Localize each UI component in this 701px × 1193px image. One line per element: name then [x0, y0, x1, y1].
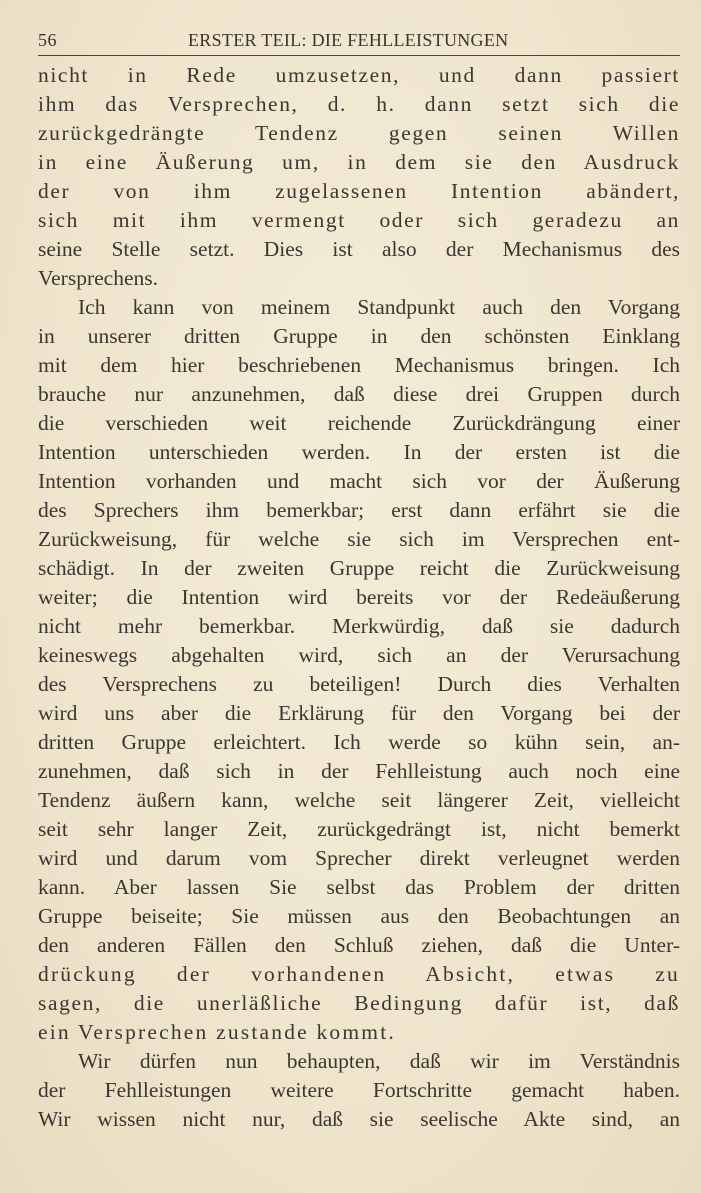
text-line: ein Versprechen zustande kommt. [38, 1020, 396, 1044]
text-line: drückung der vorhandenen Absicht, etwas zu [38, 962, 680, 986]
text-line: in unserer dritten Gruppe in den schönsten Einklang [38, 324, 680, 348]
text-line: brauche nur anzunehmen, daß diese drei Gruppen durch [38, 382, 680, 406]
text-line: weiter; die Intention wird bereits vor der Redeäußerung [38, 585, 680, 609]
text-line: Ich kann von meinem Standpunkt auch den Vorgang [78, 295, 680, 319]
text-line: des Versprechens zu beteiligen! Durch dies Verhalten [38, 672, 680, 696]
text-line: zunehmen, daß sich in der Fehlleistung auch noch eine [38, 759, 680, 783]
text-line: seine Stelle setzt. Dies ist also der Mechanismus des [38, 237, 680, 261]
text-line: Tendenz äußern kann, welche seit längerer Zeit, vielleicht [38, 788, 680, 812]
text-line: Intention vorhanden und macht sich vor der Äußerung [38, 469, 680, 493]
text-line: kann. Aber lassen Sie selbst das Problem der dritten [38, 875, 680, 899]
header-rule [38, 55, 680, 56]
text-line: seit sehr langer Zeit, zurückgedrängt ist, nicht bemerkt [38, 817, 680, 841]
text-line: sagen, die unerläßliche Bedingung dafür ist, daß [38, 991, 680, 1015]
page-header [38, 30, 680, 56]
text-line: keineswegs abgehalten wird, sich an der Verursachung [38, 643, 680, 667]
text-line: nicht in Rede umzusetzen, und dann passiert [38, 63, 680, 87]
text-line: die verschieden weit reichende Zurückdrängung einer [38, 411, 680, 435]
text-line: der Fehlleistungen weitere Fortschritte gemacht haben. [38, 1078, 680, 1102]
text-line: dritten Gruppe erleichtert. Ich werde so kühn sein, an- [38, 730, 680, 754]
text-line: Wir wissen nicht nur, daß sie seelische Akte sind, an [38, 1107, 680, 1131]
text-line: mit dem hier beschriebenen Mechanismus bringen. Ich [38, 353, 680, 377]
text-line: wird und darum vom Sprecher direkt verleugnet werden [38, 846, 680, 870]
text-line: Intention unterschieden werden. In der ersten ist die [38, 440, 680, 464]
text-line: wird uns aber die Erklärung für den Vorgang bei der [38, 701, 680, 725]
body-text [38, 61, 680, 1134]
text-line: sich mit ihm vermengt oder sich geradezu an [38, 208, 680, 232]
text-line: zurückgedrängte Tendenz gegen seinen Willen [38, 121, 680, 145]
text-line: des Sprechers ihm bemerkbar; erst dann erfährt sie die [38, 498, 680, 522]
text-line: der von ihm zugelassenen Intention abändert, [38, 179, 680, 203]
text-line: Gruppe beiseite; Sie müssen aus den Beobachtungen an [38, 904, 680, 928]
running-head: ERSTER TEIL: DIE FEHLLEISTUNGEN [188, 30, 509, 50]
page-number: 56 [38, 30, 57, 50]
text-line: Versprechens. [38, 266, 158, 290]
text-line: in eine Äußerung um, in dem sie den Ausdruck [38, 150, 680, 174]
text-line: Zurückweisung, für welche sie sich im Versprechen ent- [38, 527, 680, 551]
text-line: den anderen Fällen den Schluß ziehen, daß die Unter- [38, 933, 680, 957]
text-line: schädigt. In der zweiten Gruppe reicht die Zurückweisung [38, 556, 680, 580]
text-line: ihm das Versprechen, d. h. dann setzt sich die [38, 92, 680, 116]
text-line: nicht mehr bemerkbar. Merkwürdig, daß sie dadurch [38, 614, 680, 638]
text-line: Wir dürfen nun behaupten, daß wir im Verständnis [78, 1049, 680, 1073]
